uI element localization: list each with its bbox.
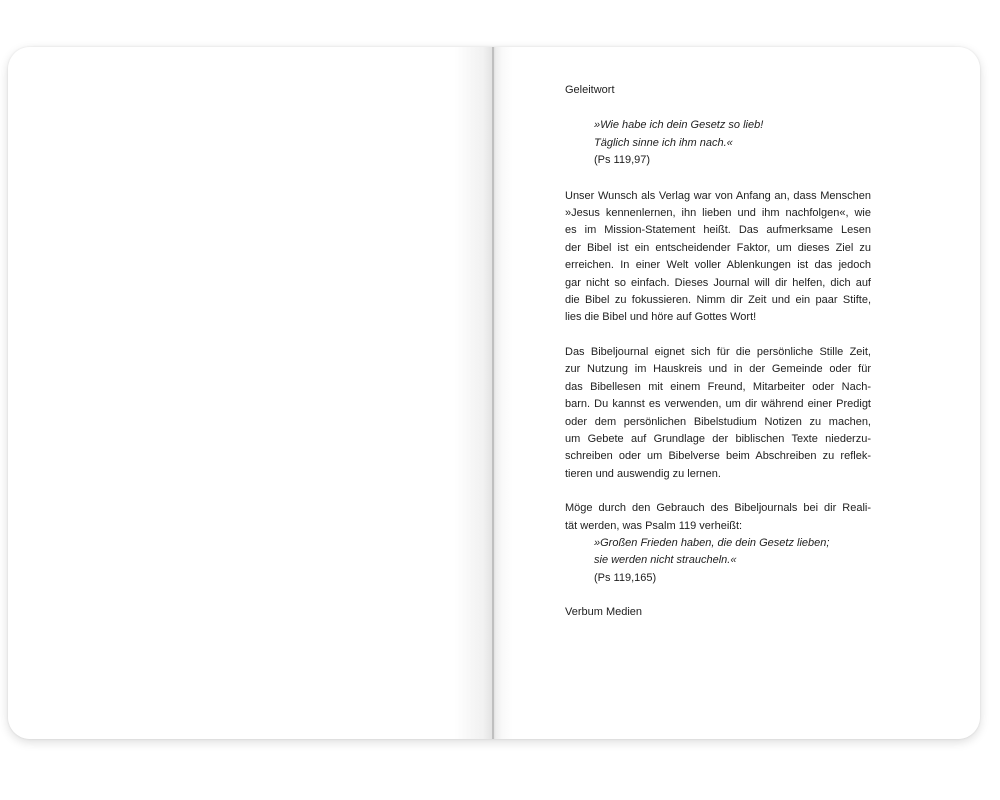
text-line: Das Bibeljournal eignet sich für die persönliche Stille Zeit,: [565, 345, 871, 358]
text-line: zur Nutzung im Hauskreis und in der Gemeinde oder für: [565, 363, 871, 376]
text-line: erreichen. In einer Welt voller Ablenkungen ist das jedoch: [565, 259, 871, 272]
quote-reference: (Ps 119,97): [594, 154, 651, 167]
quote-line: »Großen Frieden haben, die dein Gesetz lieben;: [594, 536, 830, 549]
text-line: um Gebete auf Grundlage der biblischen Texte niederzu-: [565, 432, 871, 445]
text-line: tät werden, was Psalm 119 verheißt:: [565, 519, 743, 532]
quote-reference: (Ps 119,165): [594, 571, 657, 584]
quote-line: »Wie habe ich dein Gesetz so lieb!: [594, 119, 764, 132]
paragraph-intro: [565, 188, 871, 327]
opening-quote: [594, 117, 871, 169]
text-line: gar nicht so einfach. Dieses Journal will dir helfen, dich auf: [565, 276, 871, 289]
text-line: der Bibel ist ein entscheidender Faktor, um dieses Ziel zu: [565, 241, 871, 254]
book-gutter: [492, 47, 494, 739]
text-line: oder dem persönlichen Bibelstudium Notizen zu machen,: [565, 415, 871, 428]
closing-quote: [594, 535, 871, 587]
page-heading: Geleitwort: [565, 84, 615, 96]
text-line: Unser Wunsch als Verlag war von Anfang an, dass Menschen: [565, 189, 871, 202]
text-line: die Bibel zu fokussieren. Nimm dir Zeit und ein paar Stifte,: [565, 294, 871, 307]
signature: Verbum Medien: [565, 606, 643, 619]
left-page: [8, 47, 493, 739]
quote-line: sie werden nicht straucheln.«: [594, 554, 737, 567]
text-line: das Bibellesen mit einem Freund, Mitarbeiter oder Nach-: [565, 380, 871, 393]
text-line: »Jesus kennenlernen, ihn lieben und ihm nachfolgen«, wie: [565, 207, 871, 220]
text-line: schreiben oder um Bibelverse beim Abschreiben zu reflek-: [565, 450, 871, 463]
text-line: es im Mission-Statement heißt. Das aufmerksame Lesen: [565, 224, 871, 237]
text-line: tieren und auswendig zu lernen.: [565, 467, 721, 480]
text-line: lies die Bibel und höre auf Gottes Wort!: [565, 311, 757, 324]
text-line: Möge durch den Gebrauch des Bibeljournals bei dir Reali-: [565, 502, 871, 515]
text-line: barn. Du kannst es verwenden, um dir während einer Predigt: [565, 398, 871, 411]
page-text: [565, 82, 871, 622]
paragraph-usage: [565, 344, 871, 483]
paragraph-closing: [565, 500, 871, 535]
quote-line: Täglich sinne ich ihm nach.«: [594, 136, 733, 149]
